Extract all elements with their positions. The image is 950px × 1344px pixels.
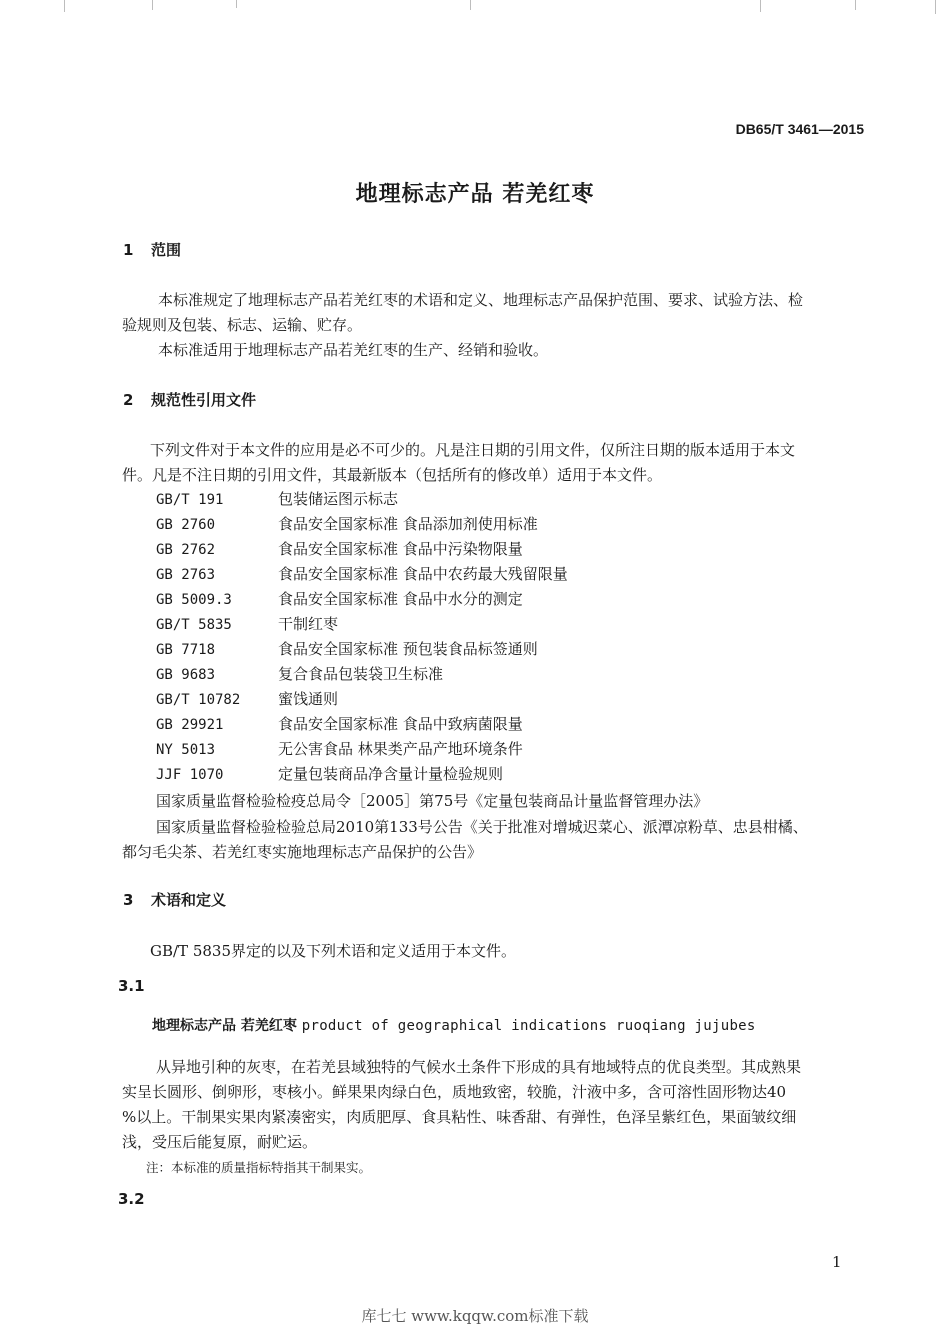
definition-line: 实呈长圆形、倒卵形，枣核小。鲜果果肉绿白色，质地致密，较脆，汁液中多，含可溶性固形物达40 [122, 1083, 787, 1101]
reference-title: 无公害食品 林果类产品产地环境条件 [278, 740, 523, 758]
reference-code: GB 7718 [156, 642, 216, 658]
section-1-heading [123, 239, 181, 260]
clause-3-1-number: 3.1 [118, 977, 145, 995]
reference-item [156, 663, 443, 684]
paragraph-line: 本标准适用于地理标志产品若羌红枣的生产、经销和验收。 [158, 341, 549, 359]
reference-code: GB/T 191 [156, 492, 224, 508]
reference-code: GB 29921 [156, 717, 224, 733]
scan-mark [935, 0, 936, 14]
section-title: 规范性引用文件 [151, 391, 257, 409]
reference-code: GB 9683 [156, 667, 216, 683]
reference-item [156, 613, 338, 634]
section-title: 术语和定义 [151, 891, 227, 909]
section-2-heading [123, 389, 256, 410]
paragraph-line: 验规则及包装、标志、运输、贮存。 [122, 316, 363, 334]
watermark: 库七七 www.kqqw.com标准下载 [361, 1307, 589, 1325]
reference-title: 干制红枣 [278, 615, 339, 633]
decree-line: 国家质量监督检验检验总局2010第133号公告《关于批准对增城迟菜心、派潭凉粉草、忠县柑橘、 [156, 818, 808, 836]
reference-title: 复合食品包装袋卫生标准 [278, 665, 444, 683]
term-entry [152, 1015, 756, 1035]
reference-title: 食品安全国家标准 预包装食品标签通则 [278, 640, 538, 658]
section-title: 范围 [151, 241, 182, 259]
page-number: 1 [832, 1253, 842, 1271]
reference-item [156, 763, 503, 784]
reference-item [156, 713, 523, 734]
reference-item [156, 638, 538, 659]
section-number: 1 [123, 241, 134, 259]
reference-code: JJF 1070 [156, 767, 224, 783]
reference-title: 食品安全国家标准 食品中水分的测定 [278, 590, 523, 608]
decree-line: 国家质量监督检验检疫总局令［2005］第75号《定量包装商品计量监督管理办法》 [156, 792, 709, 810]
scan-mark [236, 0, 237, 8]
reference-code: GB/T 10782 [156, 692, 241, 708]
reference-item [156, 563, 568, 584]
decree-line: 都匀毛尖茶、若羌红枣实施地理标志产品保护的公告》 [122, 843, 483, 861]
definition-line: 浅，受压后能复原，耐贮运。 [122, 1133, 318, 1151]
reference-item [156, 513, 538, 534]
section-number: 2 [123, 391, 134, 409]
reference-code: GB/T 5835 [156, 617, 232, 633]
standard-code: DB65/T 3461—2015 [735, 121, 864, 137]
reference-title: 食品安全国家标准 食品添加剂使用标准 [278, 515, 538, 533]
reference-title: 蜜饯通则 [278, 690, 339, 708]
reference-title: 定量包装商品净含量计量检验规则 [278, 765, 504, 783]
definition-line: %以上。干制果实果肉紧凑密实，肉质肥厚、食具粘性、味香甜、有弹性，色泽呈紫红色，果面皱纹细 [122, 1108, 797, 1126]
paragraph-line: 本标准规定了地理标志产品若羌红枣的术语和定义、地理标志产品保护范围、要求、试验方法、检 [158, 291, 804, 309]
reference-code: GB 2760 [156, 517, 216, 533]
term-chinese: 地理标志产品 若羌红枣 [152, 1018, 297, 1034]
page-title: 地理标志产品 若羌红枣 [355, 182, 595, 207]
scan-mark [470, 0, 471, 10]
scan-mark [855, 0, 856, 10]
scan-mark [152, 0, 153, 10]
paragraph-line: 下列文件对于本文件的应用是必不可少的。凡是注日期的引用文件，仅所注日期的版本适用于本文 [150, 441, 796, 459]
section-number: 3 [123, 891, 134, 909]
reference-code: GB 2763 [156, 567, 216, 583]
scan-mark [64, 0, 65, 12]
reference-title: 食品安全国家标准 食品中致病菌限量 [278, 715, 523, 733]
reference-code: GB 5009.3 [156, 592, 232, 608]
definition-line: 从异地引种的灰枣，在若羌县域独特的气候水土条件下形成的具有地域特点的优良类型。其成熟果 [156, 1058, 802, 1076]
term-english: product of geographical indications ruoqiang jujubes [301, 1018, 756, 1034]
reference-title: 食品安全国家标准 食品中农药最大残留限量 [278, 565, 568, 583]
section-3-heading [123, 889, 226, 910]
paragraph-line: 件。凡是不注日期的引用文件，其最新版本（包括所有的修改单）适用于本文件。 [122, 466, 663, 484]
reference-code: GB 2762 [156, 542, 216, 558]
clause-3-2-number: 3.2 [118, 1190, 145, 1208]
reference-title: 包装储运图示标志 [278, 490, 399, 508]
reference-item [156, 488, 398, 509]
reference-item [156, 588, 523, 609]
note: 注：本标准的质量指标特指其干制果实。 [146, 1160, 372, 1175]
scan-mark [760, 0, 761, 12]
reference-item [156, 688, 338, 709]
paragraph-line: GB/T 5835界定的以及下列术语和定义适用于本文件。 [150, 942, 517, 960]
reference-item [156, 738, 523, 759]
reference-title: 食品安全国家标准 食品中污染物限量 [278, 540, 523, 558]
reference-item [156, 538, 523, 559]
reference-code: NY 5013 [156, 742, 216, 758]
